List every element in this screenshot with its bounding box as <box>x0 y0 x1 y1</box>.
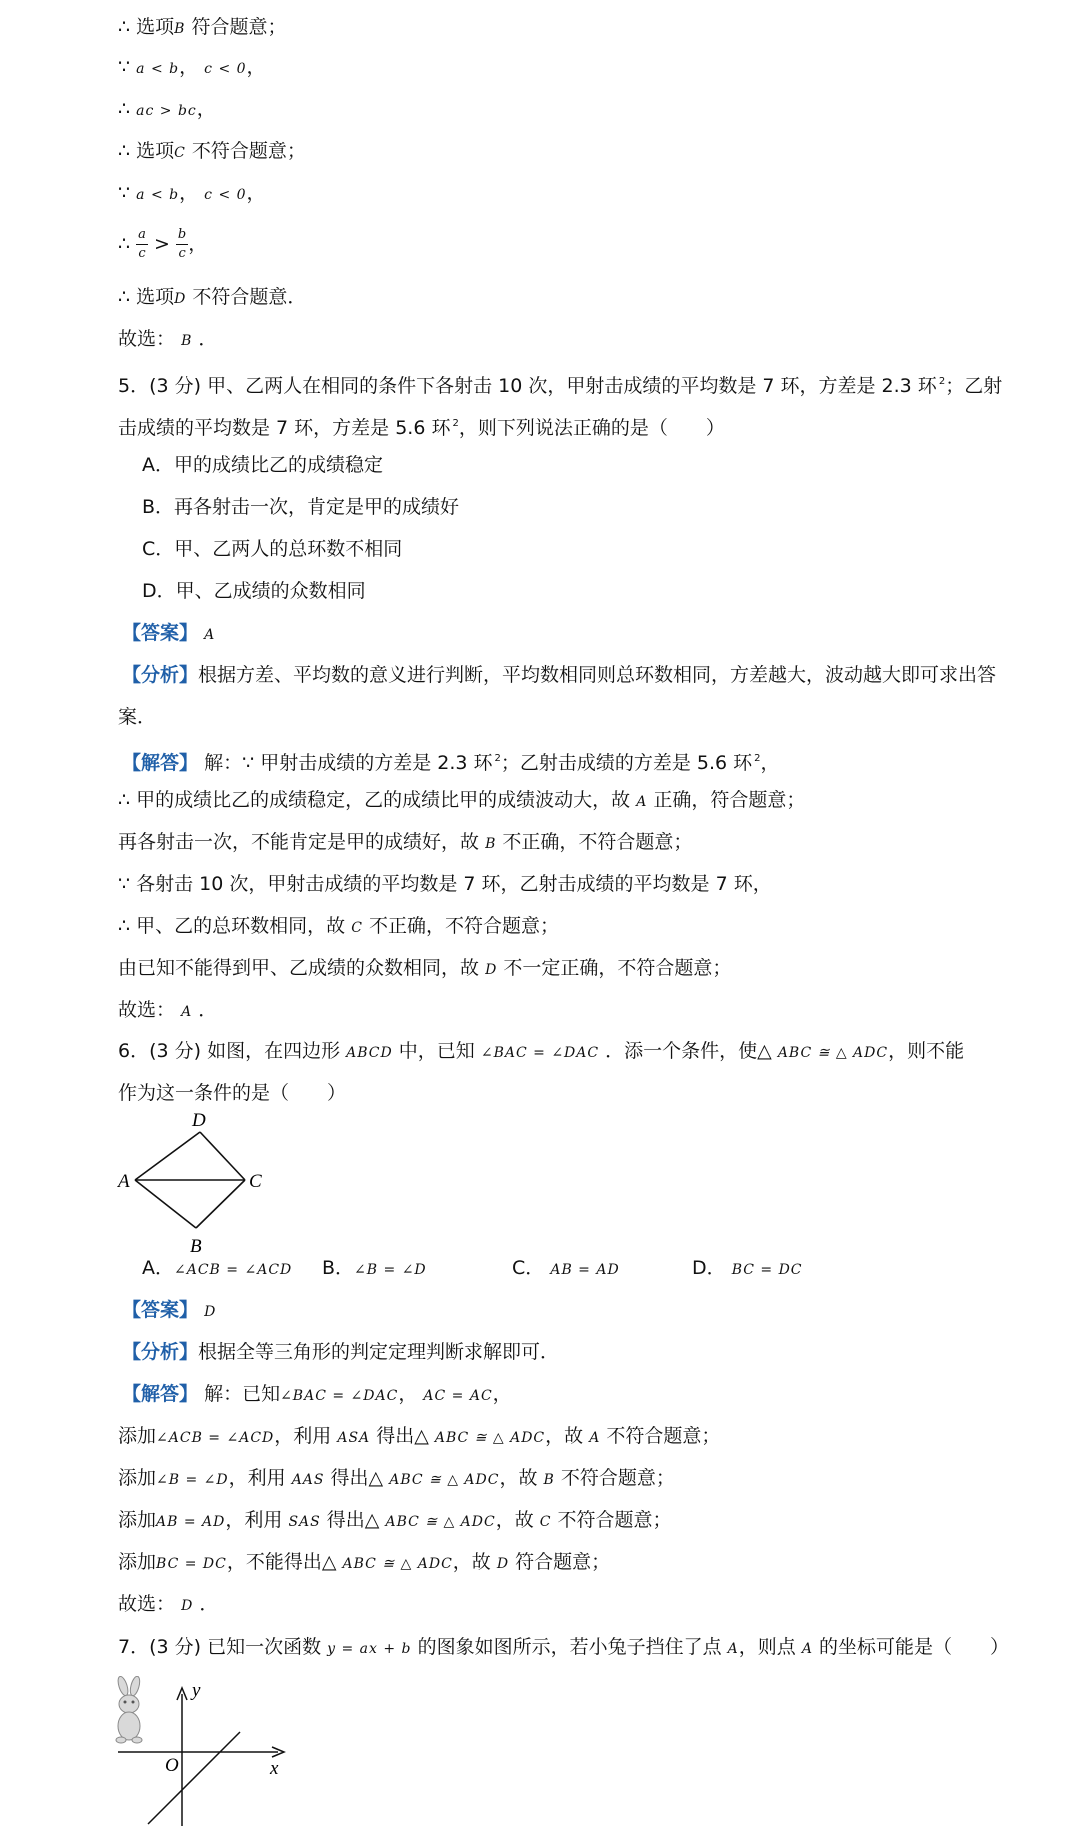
superscript: 2 <box>754 753 761 764</box>
y-axis-label: y <box>192 1680 201 1701</box>
q5-solution-line-3 <box>118 829 692 857</box>
q5-stem-line-1 <box>118 369 1002 399</box>
text: A． <box>142 1257 174 1279</box>
text: B． <box>322 1257 355 1279</box>
edge-cb <box>196 1180 245 1228</box>
prev-line-5 <box>118 180 266 208</box>
math: SAS <box>288 1514 321 1530</box>
function-line <box>148 1732 240 1824</box>
text: 正确，符合题意； <box>647 789 806 811</box>
math: ABC ≅ △ ADC <box>434 1430 546 1446</box>
math: ∠ACB = ∠ACD <box>174 1262 293 1278</box>
text: ；乙射 <box>945 375 1003 397</box>
math: D <box>181 1598 194 1614</box>
answer-tag: 【答案】 <box>122 622 199 644</box>
math: y = ax + b <box>327 1641 412 1657</box>
math: D <box>496 1556 510 1572</box>
q5-solution-line-1 <box>122 746 780 776</box>
origin-label: O <box>165 1755 179 1776</box>
answer-value: A <box>204 627 216 643</box>
q7-stem <box>118 1634 1009 1662</box>
math: ∠ACB = ∠ACD <box>156 1430 275 1446</box>
text: 符合题意； <box>509 1551 611 1573</box>
q5-answer <box>122 620 215 648</box>
math: C <box>351 920 363 936</box>
text: ， <box>179 56 199 78</box>
math: ABCD <box>346 1045 393 1061</box>
math: ABC ≅ △ ADC <box>342 1556 453 1572</box>
text: 不符合题意． <box>186 286 307 308</box>
text: ∴ <box>118 98 131 120</box>
text: 解：已知 <box>204 1383 281 1405</box>
math: A <box>589 1430 601 1446</box>
math: B <box>181 333 193 349</box>
math: A <box>636 794 648 810</box>
math: ∠BAC = ∠DAC <box>280 1388 399 1404</box>
text: ∴ <box>118 233 131 255</box>
text: 不符合题意； <box>554 1467 675 1489</box>
superscript: 2 <box>938 376 946 387</box>
q5-option-c: C．甲、乙两人的总环数不相同 <box>142 538 403 560</box>
q5-stem-line-2 <box>118 411 725 441</box>
linear-function-graph <box>110 1676 290 1828</box>
math: C <box>174 145 186 161</box>
math: D <box>485 962 498 978</box>
numerator: a <box>136 226 148 245</box>
text: ， <box>492 1383 512 1405</box>
math: ∠B = ∠D <box>354 1262 427 1278</box>
q5-solution-line-6 <box>118 955 731 983</box>
q6-analysis <box>122 1339 559 1365</box>
text: ∴ 甲的成绩比乙的成绩稳定，乙的成绩比甲的成绩波动大，故 <box>118 789 631 811</box>
text: ∵ <box>118 182 131 204</box>
math: BC = DC <box>731 1262 803 1278</box>
edge-ad <box>135 1132 200 1180</box>
edge-ba <box>135 1180 196 1228</box>
q6-option-b <box>322 1255 427 1283</box>
q6-solution-line-5 <box>118 1549 610 1577</box>
q5-analysis-line-1 <box>122 662 996 688</box>
math: AB = AD <box>156 1514 226 1530</box>
text: 5．(3 分) 甲、乙两人在相同的条件下各射击 10 次，甲射击成绩的平均数是 7 环，方差是 2.3 环 <box>118 375 937 397</box>
math: c < 0 <box>204 187 247 203</box>
math: ABC ≅ △ ADC <box>385 1514 496 1530</box>
q5-option-a: A．甲的成绩比乙的成绩稳定 <box>142 454 383 476</box>
text: 再各射击一次，不能肯定是甲的成绩好，故 <box>118 831 480 853</box>
math: AB = AD <box>550 1262 620 1278</box>
text: ，故 <box>452 1551 491 1573</box>
q6-solution-line-3 <box>118 1465 675 1493</box>
text: 解：∵ 甲射击成绩的方差是 2.3 环 <box>204 752 493 774</box>
numerator: b <box>176 226 188 245</box>
q5-analysis-line-2: 案． <box>118 706 157 728</box>
text: 符合题意； <box>185 16 287 38</box>
q6-stem-line-1 <box>118 1038 964 1066</box>
text: ，不能得出△ <box>226 1551 337 1573</box>
answer-tag: 【答案】 <box>122 1299 199 1321</box>
q6-option-a <box>142 1255 292 1283</box>
point-label-b: B <box>190 1236 202 1257</box>
denominator: c <box>178 246 186 261</box>
text: 中，已知 <box>392 1040 475 1062</box>
text: 故选： <box>118 328 176 350</box>
text: 添加 <box>118 1509 157 1531</box>
q5-solution-line-7 <box>118 997 217 1025</box>
text: ． <box>199 1593 219 1615</box>
fraction-a-over-c <box>136 226 148 263</box>
text: 添加 <box>118 1467 157 1489</box>
text: 添加 <box>118 1425 157 1447</box>
text: ∴ 选项 <box>118 140 175 162</box>
q5-solution-line-5 <box>118 913 559 941</box>
prev-line-3 <box>118 96 216 124</box>
edge-dc <box>200 1132 245 1180</box>
math: B <box>543 1472 555 1488</box>
rabbit-icon <box>116 1676 142 1743</box>
text: ， <box>179 182 199 204</box>
text: ， <box>398 1383 418 1405</box>
point-label-d: D <box>192 1110 206 1131</box>
text: ∴ 选项 <box>118 16 175 38</box>
text: ，利用 <box>274 1425 332 1447</box>
text: 的坐标可能是（ ） <box>818 1636 1009 1658</box>
text: ．添一个条件，使△ <box>605 1040 772 1062</box>
text: ∴ 甲、乙的总环数相同，故 <box>118 915 346 937</box>
text: D． <box>692 1257 726 1279</box>
text: ， <box>760 752 780 774</box>
q6-solution-line-6 <box>118 1591 218 1619</box>
prev-line-8 <box>118 326 217 354</box>
analysis-tag: 【分析】 <box>122 664 199 686</box>
point-label-c: C <box>249 1171 262 1192</box>
text: ， <box>188 233 208 255</box>
prev-line-1 <box>118 14 286 42</box>
solution-tag: 【解答】 <box>122 1383 199 1405</box>
q5-option-d: D．甲、乙成绩的众数相同 <box>142 580 366 602</box>
math: ABC ≅ △ ADC <box>389 1472 500 1488</box>
math: A <box>181 1004 193 1020</box>
text: ， <box>246 182 266 204</box>
text: 根据方差、平均数的意义进行判断，平均数相同则总环数相同，方差越大，波动越大即可求出答 <box>198 664 997 686</box>
math: AC = AC <box>423 1388 493 1404</box>
answer-value: D <box>204 1304 217 1320</box>
text: 不符合题意； <box>551 1509 672 1531</box>
text: 击成绩的平均数是 7 环，方差是 5.6 环 <box>118 417 451 439</box>
text: ， <box>246 56 266 78</box>
prev-line-4 <box>118 138 306 166</box>
math: B <box>485 836 497 852</box>
q6-solution-line-2 <box>118 1423 720 1451</box>
text: 不正确，不符合题意； <box>362 915 559 937</box>
math: C <box>539 1514 552 1530</box>
math: A <box>801 1641 813 1657</box>
q6-solution-line-4 <box>118 1507 672 1535</box>
text: ∴ 选项 <box>118 286 175 308</box>
text: 的图象如图所示，若小兔子挡住了点 <box>417 1636 722 1658</box>
text: > <box>153 233 170 255</box>
q5-solution-line-4: ∵ 各射击 10 次，甲射击成绩的平均数是 7 环，乙射击成绩的平均数是 7 环， <box>118 873 772 895</box>
text: ，利用 <box>228 1467 286 1489</box>
math: B <box>174 21 186 37</box>
text: ，则不能 <box>888 1040 965 1062</box>
math: a < b <box>136 61 180 77</box>
text: ，故 <box>545 1425 584 1447</box>
text: 不符合题意； <box>600 1425 721 1447</box>
quadrilateral-figure <box>110 1108 280 1258</box>
math: c < 0 <box>204 61 247 77</box>
math: AAS <box>291 1472 325 1488</box>
q6-option-d <box>692 1255 803 1283</box>
text: ，故 <box>495 1509 534 1531</box>
prev-line-2 <box>118 54 266 82</box>
text: 根据全等三角形的判定定理判断求解即可． <box>198 1341 560 1363</box>
text: 得出△ <box>376 1425 429 1447</box>
prev-line-7 <box>118 284 306 312</box>
math: ac > bc <box>136 103 197 119</box>
text: ． <box>198 328 218 350</box>
math: ABC ≅ △ ADC <box>777 1045 889 1061</box>
text: 7．(3 分) 已知一次函数 <box>118 1636 322 1658</box>
text: ，则下列说法正确的是（ ） <box>458 417 725 439</box>
superscript: 2 <box>494 753 501 764</box>
text: C． <box>512 1257 545 1279</box>
prev-line-6 <box>118 222 207 266</box>
text: ∵ <box>118 56 131 78</box>
text: 6．(3 分) 如图，在四边形 <box>118 1040 341 1062</box>
solution-tag: 【解答】 <box>122 752 199 774</box>
math: ∠B = ∠D <box>156 1472 229 1488</box>
text: 由已知不能得到甲、乙成绩的众数相同，故 <box>118 957 480 979</box>
text: ， <box>196 98 216 120</box>
q5-solution-line-2 <box>118 787 805 815</box>
text: 故选： <box>118 999 176 1021</box>
x-axis-label: x <box>270 1758 279 1779</box>
math: a < b <box>136 187 180 203</box>
text: 添加 <box>118 1551 157 1573</box>
text: ，故 <box>499 1467 538 1489</box>
text: 不一定正确，不符合题意； <box>497 957 732 979</box>
text: ． <box>198 999 218 1021</box>
text: 得出△ <box>326 1509 380 1531</box>
point-label-a: A <box>118 1171 130 1192</box>
denominator: c <box>138 246 146 261</box>
math: BC = DC <box>156 1556 227 1572</box>
text: 得出△ <box>330 1467 384 1489</box>
text: 不正确，不符合题意； <box>496 831 693 853</box>
q5-option-b: B．再各射击一次，肯定是甲的成绩好 <box>142 496 460 518</box>
text: ，则点 <box>738 1636 796 1658</box>
text: 故选： <box>118 1593 176 1615</box>
q6-stem-line-2: 作为这一条件的是（ ） <box>118 1082 347 1104</box>
text: ；乙射击成绩的方差是 5.6 环 <box>500 752 753 774</box>
q6-solution-line-1 <box>122 1381 512 1409</box>
q6-option-c <box>512 1255 620 1283</box>
math: ASA <box>337 1430 371 1446</box>
q6-answer <box>122 1297 216 1325</box>
math: ∠BAC = ∠DAC <box>480 1045 600 1061</box>
fraction-b-over-c <box>176 226 188 263</box>
text: 不符合题意； <box>185 140 306 162</box>
math: A <box>727 1641 739 1657</box>
superscript: 2 <box>452 418 459 429</box>
text: ，利用 <box>225 1509 283 1531</box>
math: D <box>174 291 187 307</box>
analysis-tag: 【分析】 <box>122 1341 199 1363</box>
